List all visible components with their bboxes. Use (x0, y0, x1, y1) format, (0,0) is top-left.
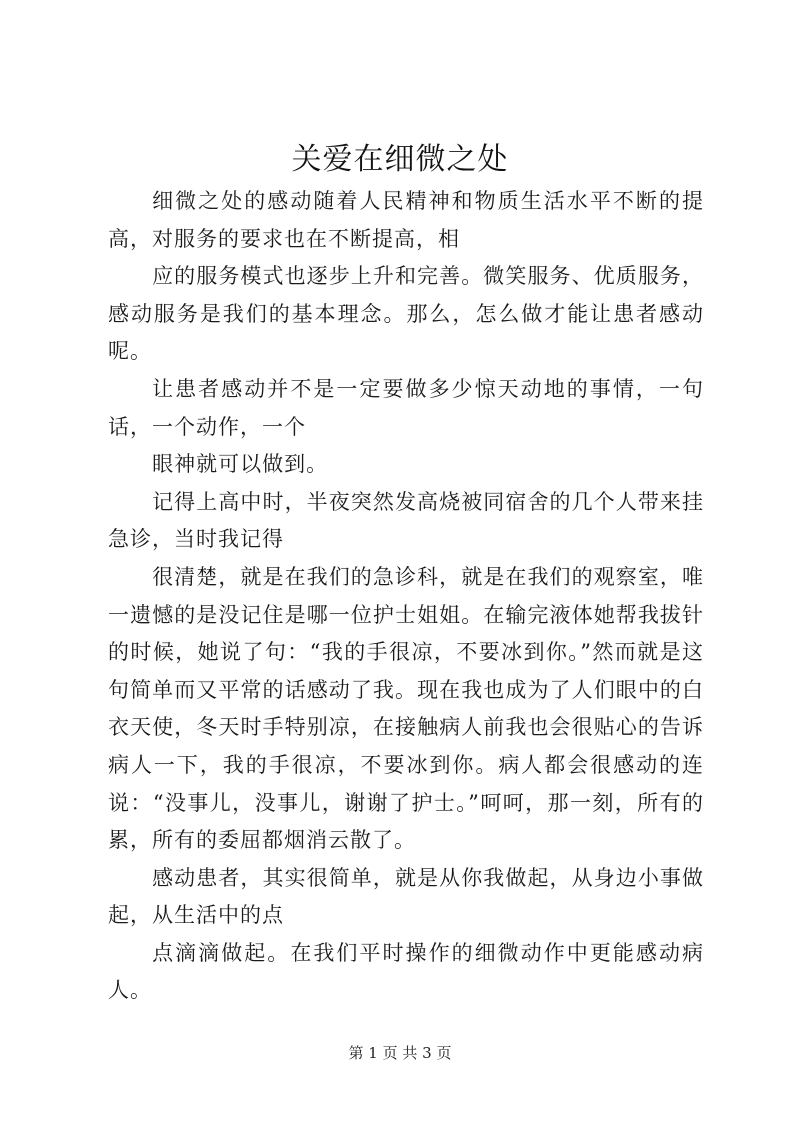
paragraph-1: 细微之处的感动随着人民精神和物质生活水平不断的提高，对服务的要求也在不断提高，相 (108, 189, 704, 251)
page-number-footer: 第 1 页 共 3 页 (348, 1044, 452, 1062)
paragraph-6: 很清楚，就是在我们的急诊科，就是在我们的观察室，唯一遗憾的是没记住是哪一位护士姐姐。在输完液体她帮我拔针的时候，她说了句：“我的手很凉，不要冰到你。”然而就是这句简单而又平常的话感动了我。现在我也成为了人们眼中的白衣天使，冬天时手特别凉，在接触病人前我也会很贴心的告诉病人一下，我的手很凉，不要冰到你。病人都会很感动的连说：“没事儿，没事儿，谢谢了护士。”呵呵，那一刻，所有的累，所有的委屈都烟消云散了。 (108, 564, 704, 853)
paragraph-7: 感动患者，其实很简单，就是从你我做起，从身边小事做起，从生活中的点 (108, 865, 704, 928)
paragraph-4: 眼神就可以做到。 (152, 452, 329, 477)
document-body (108, 183, 704, 1010)
paragraph-5: 记得上高中时，半夜突然发高烧被同宿舍的几个人带来挂急诊，当时我记得 (108, 489, 704, 552)
paragraph-3: 让患者感动并不是一定要做多少惊天动地的事情，一句话，一个动作，一个 (108, 376, 704, 439)
document-title: 关爱在细微之处 (291, 142, 509, 177)
paragraph-2: 应的服务模式也逐步上升和完善。微笑服务、优质服务，感动服务是我们的基本理念。那么，怎么做才能让患者感动呢。 (108, 264, 704, 364)
paragraph-8: 点滴滴做起。在我们平时操作的细微动作中更能感动病人。 (108, 940, 704, 1003)
